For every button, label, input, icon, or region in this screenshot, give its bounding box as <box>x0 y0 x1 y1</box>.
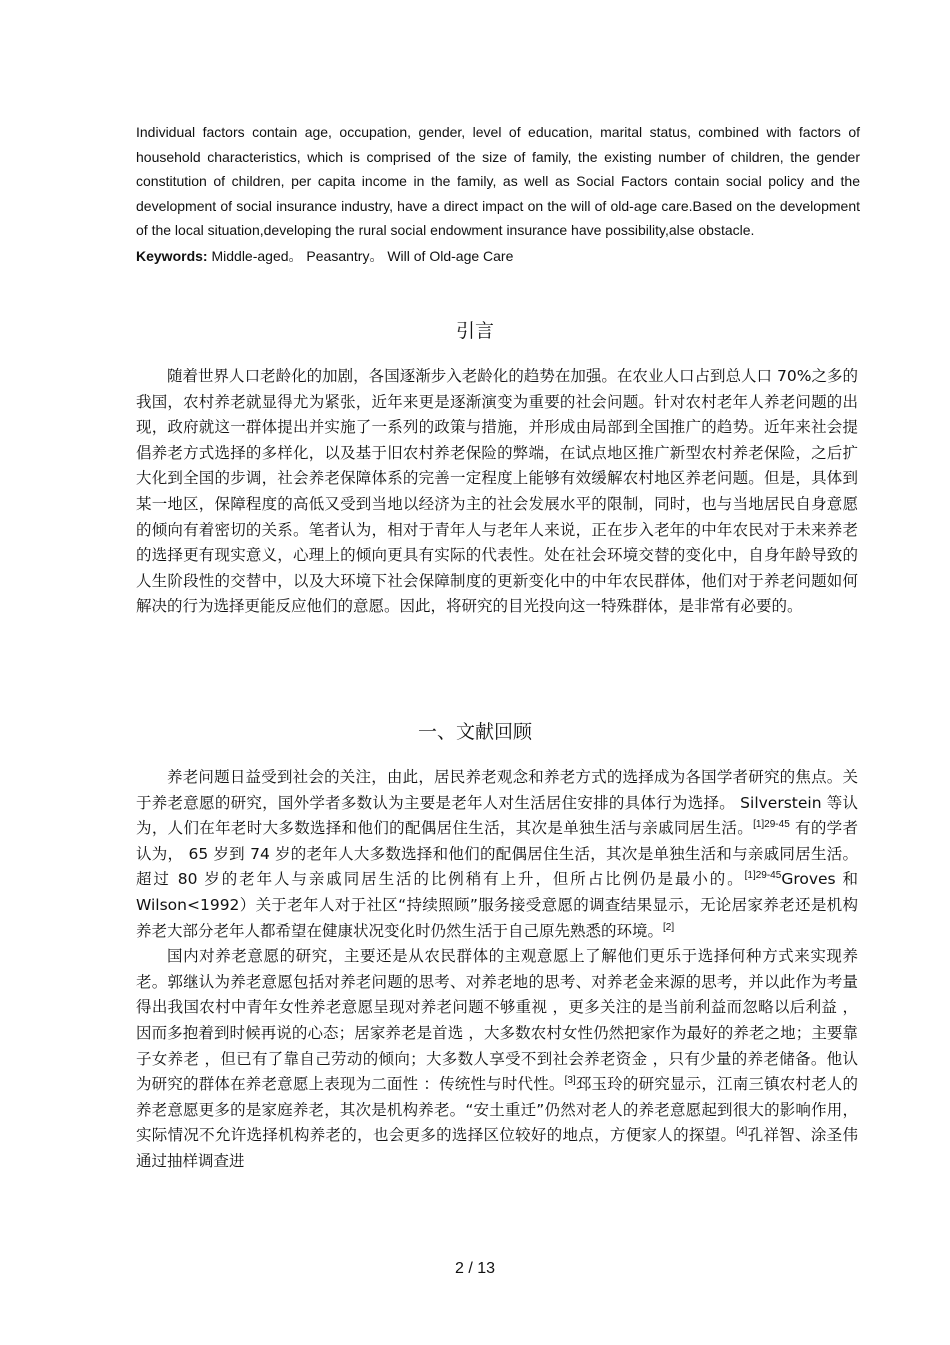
citation-3: [2] <box>663 921 675 933</box>
citation-5: [4] <box>736 1126 748 1138</box>
review-p1-text-a: 养老问题日益受到社会的关注，由此，居民养老观念和养老方式的选择成为各国学者研究的焦点。关于养老意愿的研究，国外学者多数认为主要是老年人对生活居住安排的具体行为选择。 Silverstein 等认为，人们在年老时大多数选择和他们的配偶居住生活，其次是单独生活与亲戚同居生活。 <box>136 768 858 838</box>
intro-section <box>136 364 858 620</box>
review-heading: 一、文献回顾 <box>417 721 532 743</box>
page-number: 2 / 13 <box>454 1260 496 1277</box>
abstract-text: Individual factors contain age, occupation, gender, level of education, marital status, combined with factors of household characteristics, which is comprised of the size of family, the existing number of children, the gender constitution of children, per capita income in the family, as well as Social Factors contain social policy and the development of social insurance industry, have a direct impact on the will of old-age care.Based on the development of the local situation,developing the rural social endowment insurance have possibility,alse obstacle. <box>136 124 860 238</box>
citation-2: [1]29-45 <box>744 870 782 882</box>
keywords-line <box>136 244 860 268</box>
review-paragraph-1 <box>136 765 858 944</box>
review-p1-text-b: 有的学者认为， 65 岁到 74 岁的老年人大多数选择和他们的配偶居住生活，其次是单独生活和与亲戚同居生活。超过 80 岁的老年人与亲戚同居生活的比例稍有上升，但所占比例仍是最小的。 <box>136 819 858 889</box>
abstract-block <box>136 120 860 268</box>
review-paragraph-2 <box>136 944 858 1174</box>
review-p2-text-a: 国内对养老意愿的研究，主要还是从农民群体的主观意愿上了解他们更乐于选择何种方式来实现养老。郭继认为养老意愿包括对养老问题的思考、对养老地的思考、对养老金来源的思考，并以此作为考量得出我国农村中青年女性养老意愿呈现对养老问题不够重视 ，更多关注的是当前利益而忽略以后利益 ，因而多抱着到时候再说的心态；居家养老是首选 ，大多数农村女性仍然把家作为最好的养老之地；主要靠子女养老 ，但已有了靠自己劳动的倾向；大多数人享受不到社会养老资金 ，只有少量的养老储备。他认为研究的群体在养老意愿上表现为二面性 ：传统性与时代性。 <box>136 947 858 1094</box>
keywords-label: Keywords: <box>136 247 208 264</box>
review-p2-text-c: 孔祥智、涂圣伟通过抽样调查进 <box>136 1126 858 1170</box>
citation-1: [1]29-45 <box>753 819 790 831</box>
intro-paragraph: 随着世界人口老龄化的加剧，各国逐渐步入老龄化的趋势在加强。在农业人口占到总人口 70%之多的我国，农村养老就显得尤为紧张，近年来更是逐渐演变为重要的社会问题。针对农村老年人养老问题的出现，政府就这一群体提出并实施了一系列的政策与措施，并形成由局部到全国推广的趋势。近年来社会提倡养老方式选择的多样化，以及基于旧农村养老保险的弊端，在试点地区推广新型农村养老保险，之后扩大化到全国的步调，社会养老保障体系的完善一定程度上能够有效缓解农村地区养老问题。但是，具体到某一地区，保障程度的高低又受到当地以经济为主的社会发展水平的限制，同时，也与当地居民自身意愿的倾向有着密切的关系。笔者认为，相对于青年人与老年人来说，正在步入老年的中年农民对于未来养老的选择更有现实意义，心理上的倾向更具有实际的代表性。处在社会环境交替的变化中，自身年龄导致的人生阶段性的交替中，以及大环境下社会保障制度的更新变化中的中年农民群体，他们对于养老问题如何解决的行为选择更能反应他们的意愿。因此，将研究的目光投向这一特殊群体，是非常有必要的。 <box>136 367 858 616</box>
review-section <box>136 765 858 1175</box>
intro-heading: 引言 <box>455 320 494 342</box>
review-p2-text-b: 邳玉玲的研究显示，江南三镇农村老人的养老意愿更多的是家庭养老，其次是机构养老。“安土重迁”仍然对老人的养老意愿起到很大的影响作用，实际情况不允许选择机构养老的，也会更多的选择区位较好的地点，方便家人的探望。 <box>136 1075 858 1145</box>
review-p1-text-c: Groves 和 Wilson<1992）关于老年人对于社区“持续照顾”服务接受意愿的调查结果显示，无论居家养老还是机构养老大部分老年人都希望在健康状况变化时仍然生活于自己原先熟悉的环境。 <box>136 870 858 940</box>
keywords-text: Middle-aged。 Peasantry。 Will of Old-age Care <box>211 247 514 264</box>
citation-4: [3] <box>564 1074 576 1086</box>
